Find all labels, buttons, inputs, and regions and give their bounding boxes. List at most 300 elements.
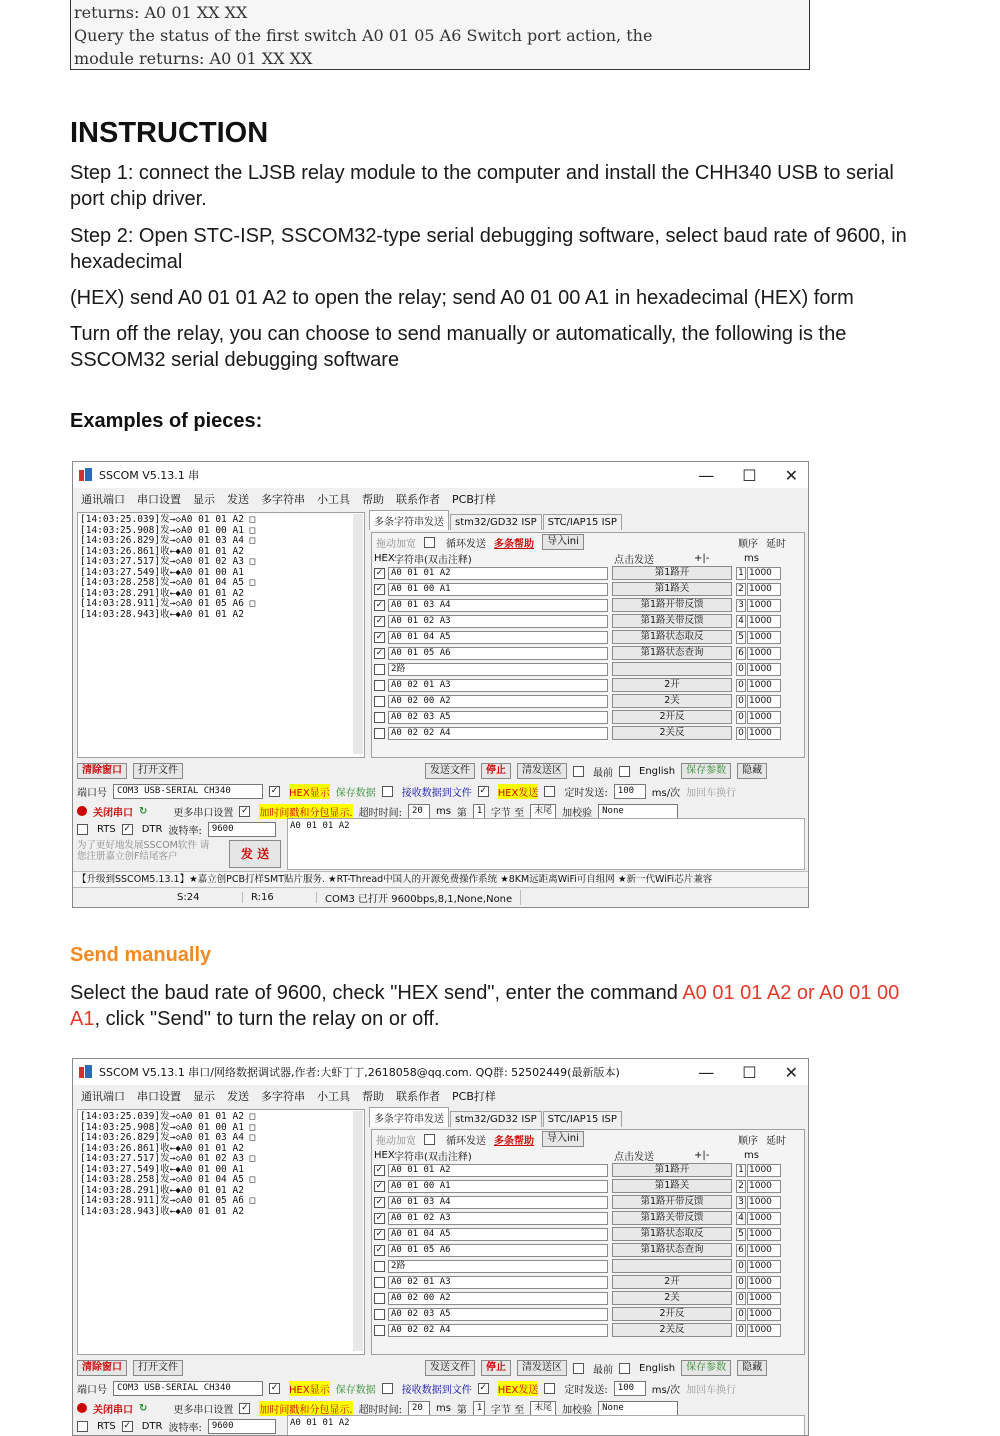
row-order-input[interactable]: 6 [736,1244,746,1257]
row-send-button[interactable]: 2关反 [612,726,732,740]
row-hex-checkbox[interactable]: ✓ [375,615,384,626]
row-delay-input[interactable]: 1000 [747,711,781,724]
row-hex-checkbox[interactable] [374,728,385,739]
dtr-checkbox[interactable]: ✓ [123,1420,131,1431]
send-button[interactable]: 发 送 [229,840,281,868]
row-send-button[interactable]: 第1路开带反馈 [612,598,732,612]
plus-minus-col[interactable]: +|- [694,552,710,564]
row-command-input[interactable]: A0 01 01 A2 [388,1164,608,1177]
byte-end-select[interactable]: 末尾 [530,1401,556,1416]
row-delay-input[interactable]: 1000 [747,647,781,660]
log-line: [14:03:27.517]发→◇A0 01 02 A3 □ [80,556,256,567]
menu-item[interactable]: 小工具 [317,493,350,506]
row-order-input[interactable]: 0 [736,695,746,708]
row-delay-input[interactable]: 1000 [747,1180,781,1193]
timed-send-input[interactable]: 100 [614,784,646,799]
menu-item[interactable]: 发送 [227,1090,249,1103]
row-send-button[interactable] [612,662,732,676]
row-delay-input[interactable]: 1000 [747,695,781,708]
add-crlf-label[interactable]: 加回车换行 [686,787,737,799]
import-ini-button[interactable]: 导入ini [542,1131,584,1147]
receive-log[interactable] [77,1109,365,1355]
manual-text-a: Select the baud rate of 9600, check "HEX send", enter the command [70,982,683,1004]
click-send-col: 点击发送 [614,554,654,566]
row-command-input[interactable]: A0 01 05 A6 [388,1244,608,1257]
row-command-input[interactable]: A0 01 00 A1 [388,583,608,596]
window-title: SSCOM V5.13.1 串口/网络数据调试器,作者:大虾丁丁,2618058@qq.com. QQ群: 52502449(最新版本) [99,1066,620,1079]
save-params-button[interactable]: 保存参数 [681,763,731,779]
send-manually-heading: Send manually [70,944,212,966]
log-line: [14:03:26.829]发→◇A0 01 03 A4 □ [80,1132,256,1143]
hex-send-checkbox[interactable]: ✓ [479,785,487,796]
multi-string-row [372,645,804,661]
news-ticker: 【升级到SSCOM5.13.1】★嘉立创PCB打样SMT贴片服务. ★RT-Thread中国人的开源免费操作系统 ★8KM远距离WiFi可自组网 ★新一代WiFi芯片兼容 [73,871,808,887]
stop-button[interactable]: 停止 [481,763,511,779]
row-command-input[interactable]: A0 02 00 A2 [388,695,608,708]
row-order-input[interactable]: 0 [736,1324,746,1337]
minimize-button[interactable]: — [698,466,715,485]
baud-select[interactable]: 9600 [208,822,276,837]
tab-stc-isp[interactable]: STC/IAP15 ISP [543,514,622,530]
topmost-label: 最前 [593,767,613,779]
port-label: 端口号 [77,787,107,799]
multi-string-row [372,709,804,725]
step-4: Turn off the relay, you can choose to send manually or automatically, the following is the SSCOM32 serial debugging software [70,323,847,371]
timestamp-checkbox[interactable]: ✓ [241,805,249,816]
log-line: [14:03:28.291]收←◆A0 01 01 A2 [80,1184,244,1196]
cmd-line: module returns: A0 01 XX XX [74,49,313,68]
loop-send-label: 循环发送 [446,1135,486,1147]
timed-send-label: 定时发送: [564,1384,608,1396]
row-order-input[interactable]: 5 [736,631,746,644]
row-order-input[interactable]: 3 [736,599,746,612]
row-hex-checkbox[interactable]: ✓ [375,1164,384,1175]
step-1: Step 1: connect the LJSB relay module to the computer and install the CHH340 USB to serial port chip driver. [70,162,894,210]
topmost-checkbox[interactable] [573,766,584,777]
close-button[interactable]: ✕ [784,1063,798,1082]
sscom-window-1 [72,461,809,908]
row-delay-input[interactable]: 1000 [747,599,781,612]
multi-string-row [372,581,804,597]
row-hex-checkbox[interactable] [374,1309,385,1320]
row-command-input[interactable]: A0 01 03 A4 [388,599,608,612]
multi-string-row [372,661,804,677]
row-order-input[interactable]: 0 [736,711,746,724]
menu-item[interactable]: 显示 [193,493,215,506]
row-send-button[interactable]: 第1路开带反馈 [612,1195,732,1209]
send-manually-text [70,980,920,1032]
tab-multi-string[interactable]: 多条字符串发送 [369,1107,449,1127]
add-crlf-label[interactable]: 加回车换行 [686,1384,737,1396]
multi-help-link[interactable]: 多条帮助 [494,538,534,550]
loop-send-checkbox[interactable] [424,1134,435,1145]
row-hex-checkbox[interactable]: ✓ [375,1244,384,1255]
menu-item[interactable]: 显示 [193,1090,215,1103]
timeout-label: 超时时间: [358,807,402,819]
refresh-icon[interactable]: ↻ [139,1402,148,1414]
menu-item[interactable]: 发送 [227,493,249,506]
log-line: [14:03:26.829]发→◇A0 01 03 A4 □ [80,535,256,546]
row-send-button[interactable]: 第1路关 [612,582,732,596]
row-command-input[interactable]: A0 01 04 A5 [388,631,608,644]
click-send-col: 点击发送 [614,1151,654,1163]
multi-string-row [372,1274,804,1290]
byte-unit: 字节 至 [490,1404,525,1416]
row-delay-input[interactable]: 1000 [747,679,781,692]
refresh-icon[interactable]: ↻ [139,805,148,817]
row-hex-checkbox[interactable]: ✓ [375,1212,384,1223]
menu-item[interactable]: PCB打样 [452,493,496,506]
row-hex-checkbox[interactable] [374,1261,385,1272]
row-delay-input[interactable]: 1000 [747,1292,781,1305]
tab-multi-string[interactable]: 多条字符串发送 [369,510,449,530]
hide-button[interactable]: 隐藏 [737,763,767,779]
record-icon [77,806,87,816]
english-checkbox[interactable] [619,1363,630,1374]
save-params-button[interactable]: 保存参数 [681,1360,731,1376]
row-send-button[interactable]: 第1路开 [612,566,732,580]
stop-button[interactable]: 停止 [481,1360,511,1376]
byte-unit: 字节 至 [490,807,525,819]
clear-window-button[interactable]: 清除窗口 [77,1360,127,1376]
clear-window-button[interactable]: 清除窗口 [77,763,127,779]
status-sent: S:24 [169,892,243,903]
topmost-label: 最前 [593,1364,613,1376]
row-hex-checkbox[interactable] [374,696,385,707]
status-bar [73,887,808,907]
timed-send-checkbox[interactable] [544,786,555,797]
row-command-input[interactable]: A0 01 01 A2 [388,567,608,580]
row-delay-input[interactable]: 1000 [747,1228,781,1241]
row-order-input[interactable]: 3 [736,1196,746,1209]
string-col: 字符串(双击注释) [394,1151,472,1163]
rts-label: RTS [97,1420,116,1432]
menu-item[interactable]: 多字符串 [261,493,305,506]
more-settings-link[interactable]: 更多串口设置 [173,807,234,819]
row-order-input[interactable]: 2 [736,1180,746,1193]
receive-log[interactable] [77,512,365,758]
maximize-button[interactable]: ☐ [742,466,757,485]
english-label: English [639,1362,676,1374]
menu-item[interactable]: 小工具 [317,1090,350,1103]
hex-send-checkbox[interactable]: ✓ [479,1382,487,1393]
row-delay-input[interactable]: 1000 [747,1212,781,1225]
rts-label: RTS [97,823,116,835]
maximize-button[interactable]: ☐ [742,1063,757,1082]
scroll-widen[interactable]: 拖动加宽 [376,1135,416,1147]
port-select[interactable]: COM3 USB-SERIAL CH340 [113,784,263,799]
recv-to-file-checkbox[interactable] [382,1383,393,1394]
row-delay-input[interactable]: 1000 [747,1260,781,1273]
timed-send-checkbox[interactable] [544,1383,555,1394]
manual-command: A0 01 01 A2 or A0 01 00 A1 [70,982,900,1030]
menu-item[interactable]: PCB打样 [452,1090,496,1103]
row-command-input[interactable]: 2路 [388,1260,608,1273]
close-button[interactable]: ✕ [784,466,798,485]
row-delay-input[interactable]: 1000 [747,1196,781,1209]
row-order-input[interactable]: 4 [736,615,746,628]
row-delay-input[interactable]: 1000 [747,1164,781,1177]
row-delay-input[interactable]: 1000 [747,631,781,644]
log-line: [14:03:28.258]发→◇A0 01 04 A5 □ [80,577,256,588]
row-command-input[interactable]: 2路 [388,663,608,676]
menu-bar [73,488,808,510]
row-send-button[interactable] [612,1259,732,1273]
row-order-input[interactable]: 0 [736,663,746,676]
row-hex-checkbox[interactable] [374,712,385,723]
multi-string-row [372,1290,804,1306]
hex-send-label: HEX发送 [498,1381,539,1396]
checksum-label: 加校验 [562,1404,593,1416]
row-command-input[interactable]: A0 02 01 A3 [388,1276,608,1289]
row-delay-input[interactable]: 1000 [747,567,781,580]
send-input[interactable]: A0 01 01 A2 [287,1415,805,1436]
row-delay-input[interactable]: 1000 [747,1244,781,1257]
row-send-button[interactable]: 2关反 [612,1323,732,1337]
checksum-label: 加校验 [562,807,593,819]
row-hex-checkbox[interactable]: ✓ [375,647,384,658]
multi-string-row [372,677,804,693]
row-send-button[interactable]: 第1路开 [612,1163,732,1177]
menu-item[interactable]: 帮助 [362,1090,384,1103]
byte-start-input[interactable]: 1 [473,1401,485,1416]
multi-string-panel [369,1107,809,1357]
row-command-input[interactable]: A0 01 02 A3 [388,615,608,628]
row-command-input[interactable]: A0 01 04 A5 [388,1228,608,1241]
row-send-button[interactable]: 第1路关带反馈 [612,1211,732,1225]
step-3: (HEX) send A0 01 01 A2 to open the relay; send A0 01 00 A1 in hexadecimal (HEX) form [70,287,854,309]
row-send-button[interactable]: 2开反 [612,710,732,724]
tab-stm32-isp[interactable]: stm32/GD32 ISP [450,514,542,530]
log-line: [14:03:26.861]收←◆A0 01 01 A2 [80,1142,244,1154]
byte-start-input[interactable]: 1 [473,804,485,819]
row-delay-input[interactable]: 1000 [747,1324,781,1337]
menu-item[interactable]: 串口设置 [137,493,181,506]
row-hex-checkbox[interactable]: ✓ [375,1196,384,1207]
row-send-button[interactable]: 第1路状态查询 [612,646,732,660]
timeout-input[interactable]: 20 [408,804,430,819]
row-order-input[interactable]: 0 [736,1292,746,1305]
ms-col: ms [744,1149,759,1161]
multi-help-link[interactable]: 多条帮助 [494,1135,534,1147]
menu-item[interactable]: 联系作者 [396,1090,440,1103]
menu-item[interactable]: 通讯端口 [81,1090,125,1103]
dtr-checkbox[interactable]: ✓ [123,823,131,834]
log-line: [14:03:28.291]收←◆A0 01 01 A2 [80,587,244,599]
row-send-button[interactable]: 第1路关 [612,1179,732,1193]
hex-display-checkbox[interactable]: ✓ [270,785,279,796]
row-order-input[interactable]: 1 [736,1164,746,1177]
timestamp-checkbox[interactable]: ✓ [241,1402,249,1413]
save-data-button[interactable]: 保存数据 [335,787,376,799]
log-line: [14:03:27.549]收←◆A0 01 00 A1 [80,1163,244,1175]
send-file-button[interactable]: 发送文件 [425,1360,475,1376]
checksum-select[interactable]: None [598,804,678,819]
status-received: R:16 [243,892,317,903]
row-order-input[interactable]: 2 [736,583,746,596]
row-command-input[interactable]: A0 02 03 A5 [388,1308,608,1321]
loop-send-label: 循环发送 [446,538,486,550]
row-delay-input[interactable]: 1000 [747,615,781,628]
row-send-button[interactable]: 2关 [612,1291,732,1305]
row-command-input[interactable]: A0 02 03 A5 [388,711,608,724]
log-scrollbar[interactable] [353,514,363,754]
row-order-input[interactable]: 0 [736,679,746,692]
log-line: [14:03:25.908]发→◇A0 01 00 A1 □ [80,1121,256,1133]
byte-label: 第 [456,1404,467,1416]
row-hex-checkbox[interactable]: ✓ [375,567,384,578]
menu-item[interactable]: 帮助 [362,493,384,506]
rts-checkbox[interactable] [77,824,88,835]
row-order-input[interactable]: 0 [736,1308,746,1321]
log-line: [14:03:25.039]发→◇A0 01 01 A2 □ [80,514,256,525]
english-label: English [639,765,676,777]
import-ini-button[interactable]: 导入ini [542,534,584,550]
clear-send-button[interactable]: 清发送区 [517,763,567,779]
menu-item[interactable]: 联系作者 [396,493,440,506]
hide-button[interactable]: 隐藏 [737,1360,767,1376]
row-order-input[interactable]: 1 [736,567,746,580]
log-line: [14:03:28.911]发→◇A0 01 05 A6 □ [80,1195,256,1206]
tab-stc-isp[interactable]: STC/IAP15 ISP [543,1111,622,1127]
row-order-input[interactable]: 0 [736,1276,746,1289]
open-file-button[interactable]: 打开文件 [133,1360,183,1376]
multi-string-row [372,597,804,613]
timed-send-input[interactable]: 100 [614,1381,646,1396]
more-settings-link[interactable]: 更多串口设置 [173,1404,234,1416]
hex-display-label: HEX显示 [289,784,330,799]
scroll-widen[interactable]: 拖动加宽 [376,538,416,550]
row-hex-checkbox[interactable]: ✓ [375,599,384,610]
timeout-unit: ms [435,1402,451,1414]
multi-string-row [372,1258,804,1274]
row-command-input[interactable]: A0 01 00 A1 [388,1180,608,1193]
row-hex-checkbox[interactable] [374,1277,385,1288]
examples-heading: Examples of pieces: [70,410,263,432]
port-label: 端口号 [77,1384,107,1396]
row-delay-input[interactable]: 1000 [747,583,781,596]
multi-string-row [372,1194,804,1210]
multi-string-row [372,1242,804,1258]
row-hex-checkbox[interactable] [374,664,385,675]
byte-end-select[interactable]: 末尾 [530,804,556,819]
row-command-input[interactable]: A0 02 00 A2 [388,1292,608,1305]
row-send-button[interactable]: 第1路状态取反 [612,1227,732,1241]
send-input[interactable]: A0 01 01 A2 [287,818,805,870]
topmost-checkbox[interactable] [573,1363,584,1374]
multi-string-row [372,1210,804,1226]
row-command-input[interactable]: A0 02 02 A4 [388,1324,608,1337]
row-command-input[interactable]: A0 02 02 A4 [388,727,608,740]
log-line: [14:03:28.911]发→◇A0 01 05 A6 □ [80,598,256,609]
row-send-button[interactable]: 2开 [612,1275,732,1289]
english-checkbox[interactable] [619,766,630,777]
baud-select[interactable]: 9600 [208,1419,276,1434]
clear-send-button[interactable]: 清发送区 [517,1360,567,1376]
row-order-input[interactable]: 6 [736,647,746,660]
sscom-window-2 [72,1058,809,1436]
row-hex-checkbox[interactable]: ✓ [375,1180,384,1191]
row-delay-input[interactable]: 1000 [747,1276,781,1289]
row-hex-checkbox[interactable] [374,680,385,691]
baud-label: 波特率: [168,825,202,837]
close-port-button[interactable]: 关闭串口 [93,1404,133,1416]
register-hint: 为了更好地发展SSCOM软件 请您注册嘉立创F结尾客户 [77,840,210,862]
hex-display-checkbox[interactable]: ✓ [270,1382,279,1393]
minimize-button[interactable]: — [698,1063,715,1082]
row-order-input[interactable]: 0 [736,727,746,740]
menu-item[interactable]: 串口设置 [137,1090,181,1103]
log-line: [14:03:25.908]发→◇A0 01 00 A1 □ [80,524,256,536]
timeout-label: 超时时间: [358,1404,402,1416]
row-order-input[interactable]: 0 [736,1260,746,1273]
save-data-button[interactable]: 保存数据 [335,1384,376,1396]
plus-minus-col[interactable]: +|- [694,1149,710,1161]
row-send-button[interactable]: 2开反 [612,1307,732,1321]
timeout-input[interactable]: 20 [408,1401,430,1416]
window-title: SSCOM V5.13.1 串 [99,469,200,482]
menu-item[interactable]: 多字符串 [261,1090,305,1103]
checksum-select[interactable]: None [598,1401,678,1416]
record-icon [77,1403,87,1413]
port-select[interactable]: COM3 USB-SERIAL CH340 [113,1381,263,1396]
close-port-button[interactable]: 关闭串口 [93,807,133,819]
menu-item[interactable]: 通讯端口 [81,493,125,506]
row-order-input[interactable]: 4 [736,1212,746,1225]
send-file-button[interactable]: 发送文件 [425,763,475,779]
row-order-input[interactable]: 5 [736,1228,746,1241]
row-hex-checkbox[interactable]: ✓ [375,1228,384,1239]
row-command-input[interactable]: A0 02 01 A3 [388,679,608,692]
log-line: [14:03:27.517]发→◇A0 01 02 A3 □ [80,1153,256,1164]
sscom-app-icon [79,468,93,482]
row-command-input[interactable]: A0 01 05 A6 [388,647,608,660]
row-command-input[interactable]: A0 01 03 A4 [388,1196,608,1209]
row-command-input[interactable]: A0 01 02 A3 [388,1212,608,1225]
log-scrollbar[interactable] [353,1111,363,1351]
rts-checkbox[interactable] [77,1421,88,1432]
row-hex-checkbox[interactable]: ✓ [375,631,384,642]
row-send-button[interactable]: 第1路状态取反 [612,630,732,644]
delay-label: 延时 [766,1135,786,1147]
tab-stm32-isp[interactable]: stm32/GD32 ISP [450,1111,542,1127]
recv-to-file-checkbox[interactable] [382,786,393,797]
command-description-box [70,0,810,70]
row-send-button[interactable]: 第1路状态查询 [612,1243,732,1257]
row-delay-input[interactable]: 1000 [747,727,781,740]
row-delay-input[interactable]: 1000 [747,1308,781,1321]
hex-display-label: HEX显示 [289,1381,330,1396]
hex-send-label: HEX发送 [498,784,539,799]
step-2: Step 2: Open STC-ISP, SSCOM32-type serial debugging software, select baud rate of 9600, in hexadecimal [70,225,907,273]
title-bar [73,1059,808,1085]
title-bar [73,462,808,488]
baud-label: 波特率: [168,1422,202,1434]
row-send-button[interactable]: 2开 [612,678,732,692]
row-send-button[interactable]: 2关 [612,694,732,708]
row-hex-checkbox[interactable]: ✓ [375,583,384,594]
row-send-button[interactable]: 第1路关带反馈 [612,614,732,628]
timeout-unit: ms [435,805,451,817]
row-hex-checkbox[interactable] [374,1325,385,1336]
open-file-button[interactable]: 打开文件 [133,763,183,779]
row-hex-checkbox[interactable] [374,1293,385,1304]
loop-send-checkbox[interactable] [424,537,435,548]
row-delay-input[interactable]: 1000 [747,663,781,676]
log-line: [14:03:28.943]收←◆A0 01 01 A2 [80,1205,244,1217]
multi-string-row [372,1178,804,1194]
log-line: [14:03:28.258]发→◇A0 01 04 A5 □ [80,1174,256,1185]
